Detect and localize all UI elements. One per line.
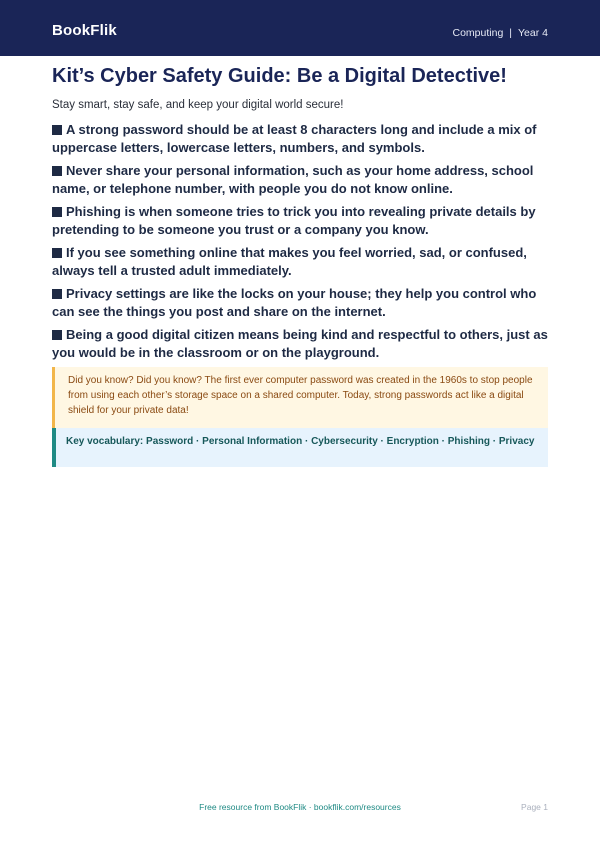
list-item: [52, 244, 548, 280]
list-item: [52, 121, 548, 157]
page-number: Page 1: [521, 802, 548, 812]
page-subtitle: Stay smart, stay safe, and keep your digital world secure!: [52, 99, 344, 111]
tip-text: Being a good digital citizen means being kind and respectful to others, just as you would be in the classroom or on the playground.: [52, 327, 548, 360]
square-bullet-icon: [52, 248, 62, 258]
brand-logo-text[interactable]: BookFlik: [52, 22, 117, 39]
square-bullet-icon: [52, 207, 62, 217]
page-header: [0, 0, 600, 56]
year-label: Year 4: [518, 27, 548, 39]
page-title: Kit’s Cyber Safety Guide: Be a Digital Detective!: [52, 65, 507, 87]
tips-list: [52, 121, 548, 367]
key-vocabulary-box: Key vocabulary: Password · Personal Information · Cybersecurity · Encryption · Phishing · Privacy: [56, 428, 548, 467]
list-item: [52, 326, 548, 362]
tip-text: Never share your personal information, such as your home address, school name, or telephone number, with people you do not know online.: [52, 163, 534, 196]
list-item: [52, 162, 548, 198]
header-meta: [453, 27, 549, 39]
subject-label: Computing: [452, 27, 504, 39]
tip-text: A strong password should be at least 8 characters long and include a mix of uppercase letters, lowercase letters, numbers, and symbols.: [52, 122, 537, 155]
footer-link[interactable]: Free resource from BookFlik · bookflik.com/resources: [199, 802, 401, 812]
square-bullet-icon: [52, 125, 62, 135]
tip-text: Phishing is when someone tries to trick you into revealing private details by pretending to be someone you trust or a company you know.: [52, 204, 536, 237]
info-callout: [52, 367, 548, 467]
list-item: [52, 285, 548, 321]
tip-text: Privacy settings are like the locks on your house; they help you control who can see the things you post and share on the internet.: [52, 286, 537, 319]
fun-fact-box: Did you know? Did you know? The first ever computer password was created in the 1960s to stop people from using each other’s storage space on a shared computer. Today, strong passwords act like a digital shield for your private data!: [52, 367, 548, 428]
square-bullet-icon: [52, 330, 62, 340]
meta-separator: |: [509, 27, 513, 39]
square-bullet-icon: [52, 289, 62, 299]
tip-text: If you see something online that makes you feel worried, sad, or confused, always tell a trusted adult immediately.: [52, 245, 527, 278]
list-item: [52, 203, 548, 239]
square-bullet-icon: [52, 166, 62, 176]
